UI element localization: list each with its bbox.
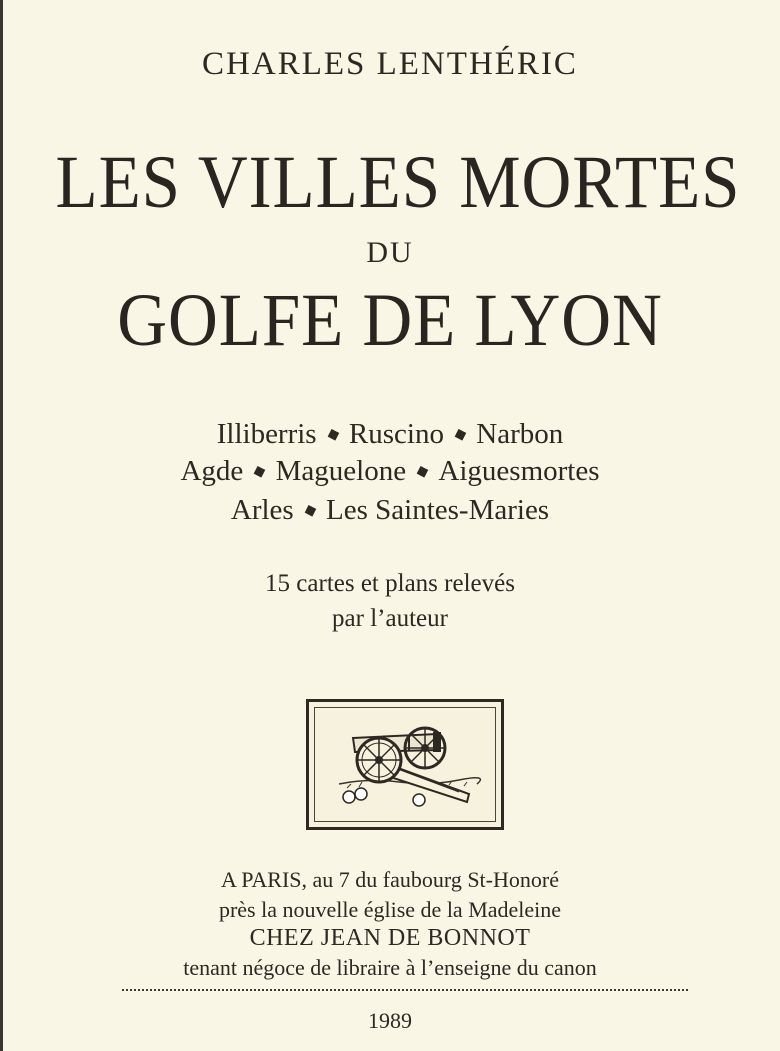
place-name: Agde bbox=[180, 455, 244, 487]
title-du: DU bbox=[366, 236, 414, 269]
place-name: Les Saintes-Maries bbox=[326, 494, 550, 526]
maps-note-line-2: par l’auteur bbox=[332, 605, 448, 632]
place-name: Ruscino bbox=[348, 418, 444, 450]
maps-note-line-1: 15 cartes et plans relevés bbox=[265, 570, 515, 597]
imprint-line-2: près la nouvelle église de la Madeleine bbox=[218, 897, 562, 922]
publication-year: 1989 bbox=[368, 1008, 412, 1033]
cannon-icon bbox=[309, 702, 501, 827]
separator-icon: ◆ bbox=[451, 424, 469, 445]
place-name: Narbon bbox=[476, 418, 564, 450]
publisher-name: CHEZ JEAN DE BONNOT bbox=[249, 925, 531, 951]
title-line-1: LES VILLES MORTES bbox=[55, 141, 741, 224]
separator-icon: ◆ bbox=[413, 461, 431, 482]
author-name: CHARLES LENTHÉRIC bbox=[202, 46, 578, 82]
title-line-2: GOLFE DE LYON bbox=[117, 279, 663, 362]
place-name: Arles bbox=[230, 494, 294, 526]
places-line-1 bbox=[0, 418, 780, 451]
separator-icon: ◆ bbox=[324, 424, 342, 445]
publisher-emblem bbox=[306, 699, 504, 830]
separator-icon: ◆ bbox=[301, 500, 319, 521]
imprint-line-1: A PARIS, au 7 du faubourg St-Honoré bbox=[221, 867, 559, 892]
imprint-line-4: tenant négoce de libraire à l’enseigne du canon bbox=[183, 955, 597, 980]
place-name: Illiberris bbox=[216, 418, 317, 450]
places-line-2 bbox=[0, 455, 780, 488]
place-name: Aiguesmortes bbox=[438, 455, 600, 487]
separator-icon: ◆ bbox=[251, 461, 269, 482]
place-name: Maguelone bbox=[275, 455, 407, 487]
places-line-3 bbox=[0, 494, 780, 527]
dotted-divider bbox=[122, 989, 688, 991]
